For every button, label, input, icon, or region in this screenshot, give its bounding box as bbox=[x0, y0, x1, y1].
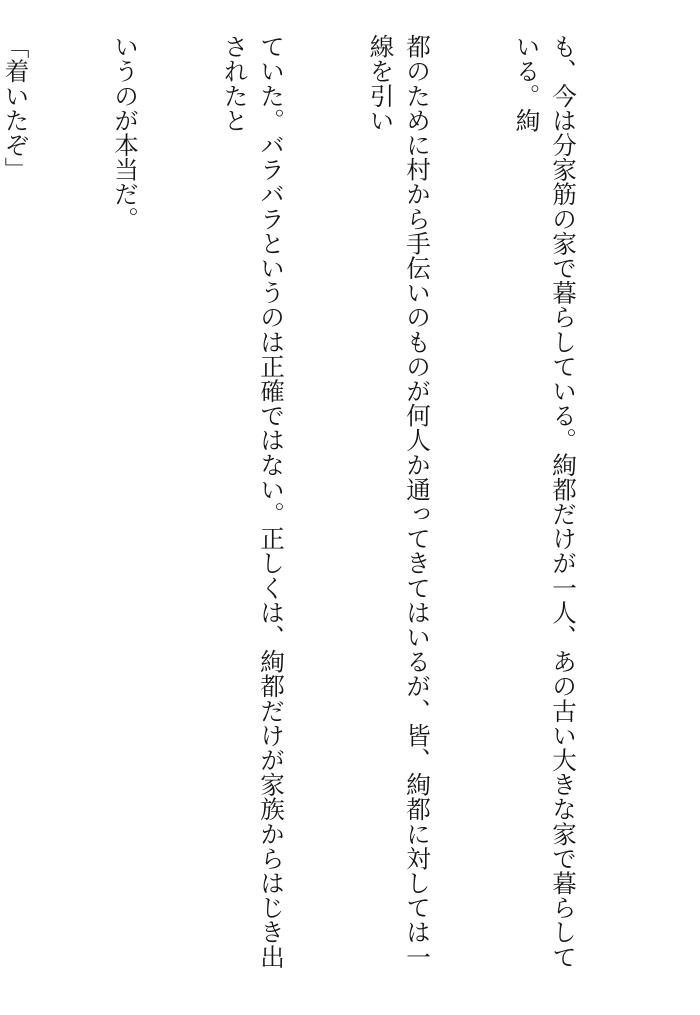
text-line-1: も、今は分家筋の家で暮らしている。絢都だけが一人、あの古い大きな家で暮らしている。絢 bbox=[512, 34, 578, 969]
text-line-4: いうのが本当だ。 bbox=[111, 34, 140, 231]
dialogue-line-1: 「着いたぞ」 bbox=[1, 34, 31, 182]
text-line-3: ていた。バラバラというのは正確ではない。正しくは、絢都だけが家族からはじき出されたと bbox=[220, 34, 286, 969]
text-line-2: 都のために村から手伝いのものが何人か通ってきてはいるが、皆、絢都に対しては一線を引い bbox=[366, 34, 432, 969]
vertical-text-body bbox=[0, 34, 654, 984]
